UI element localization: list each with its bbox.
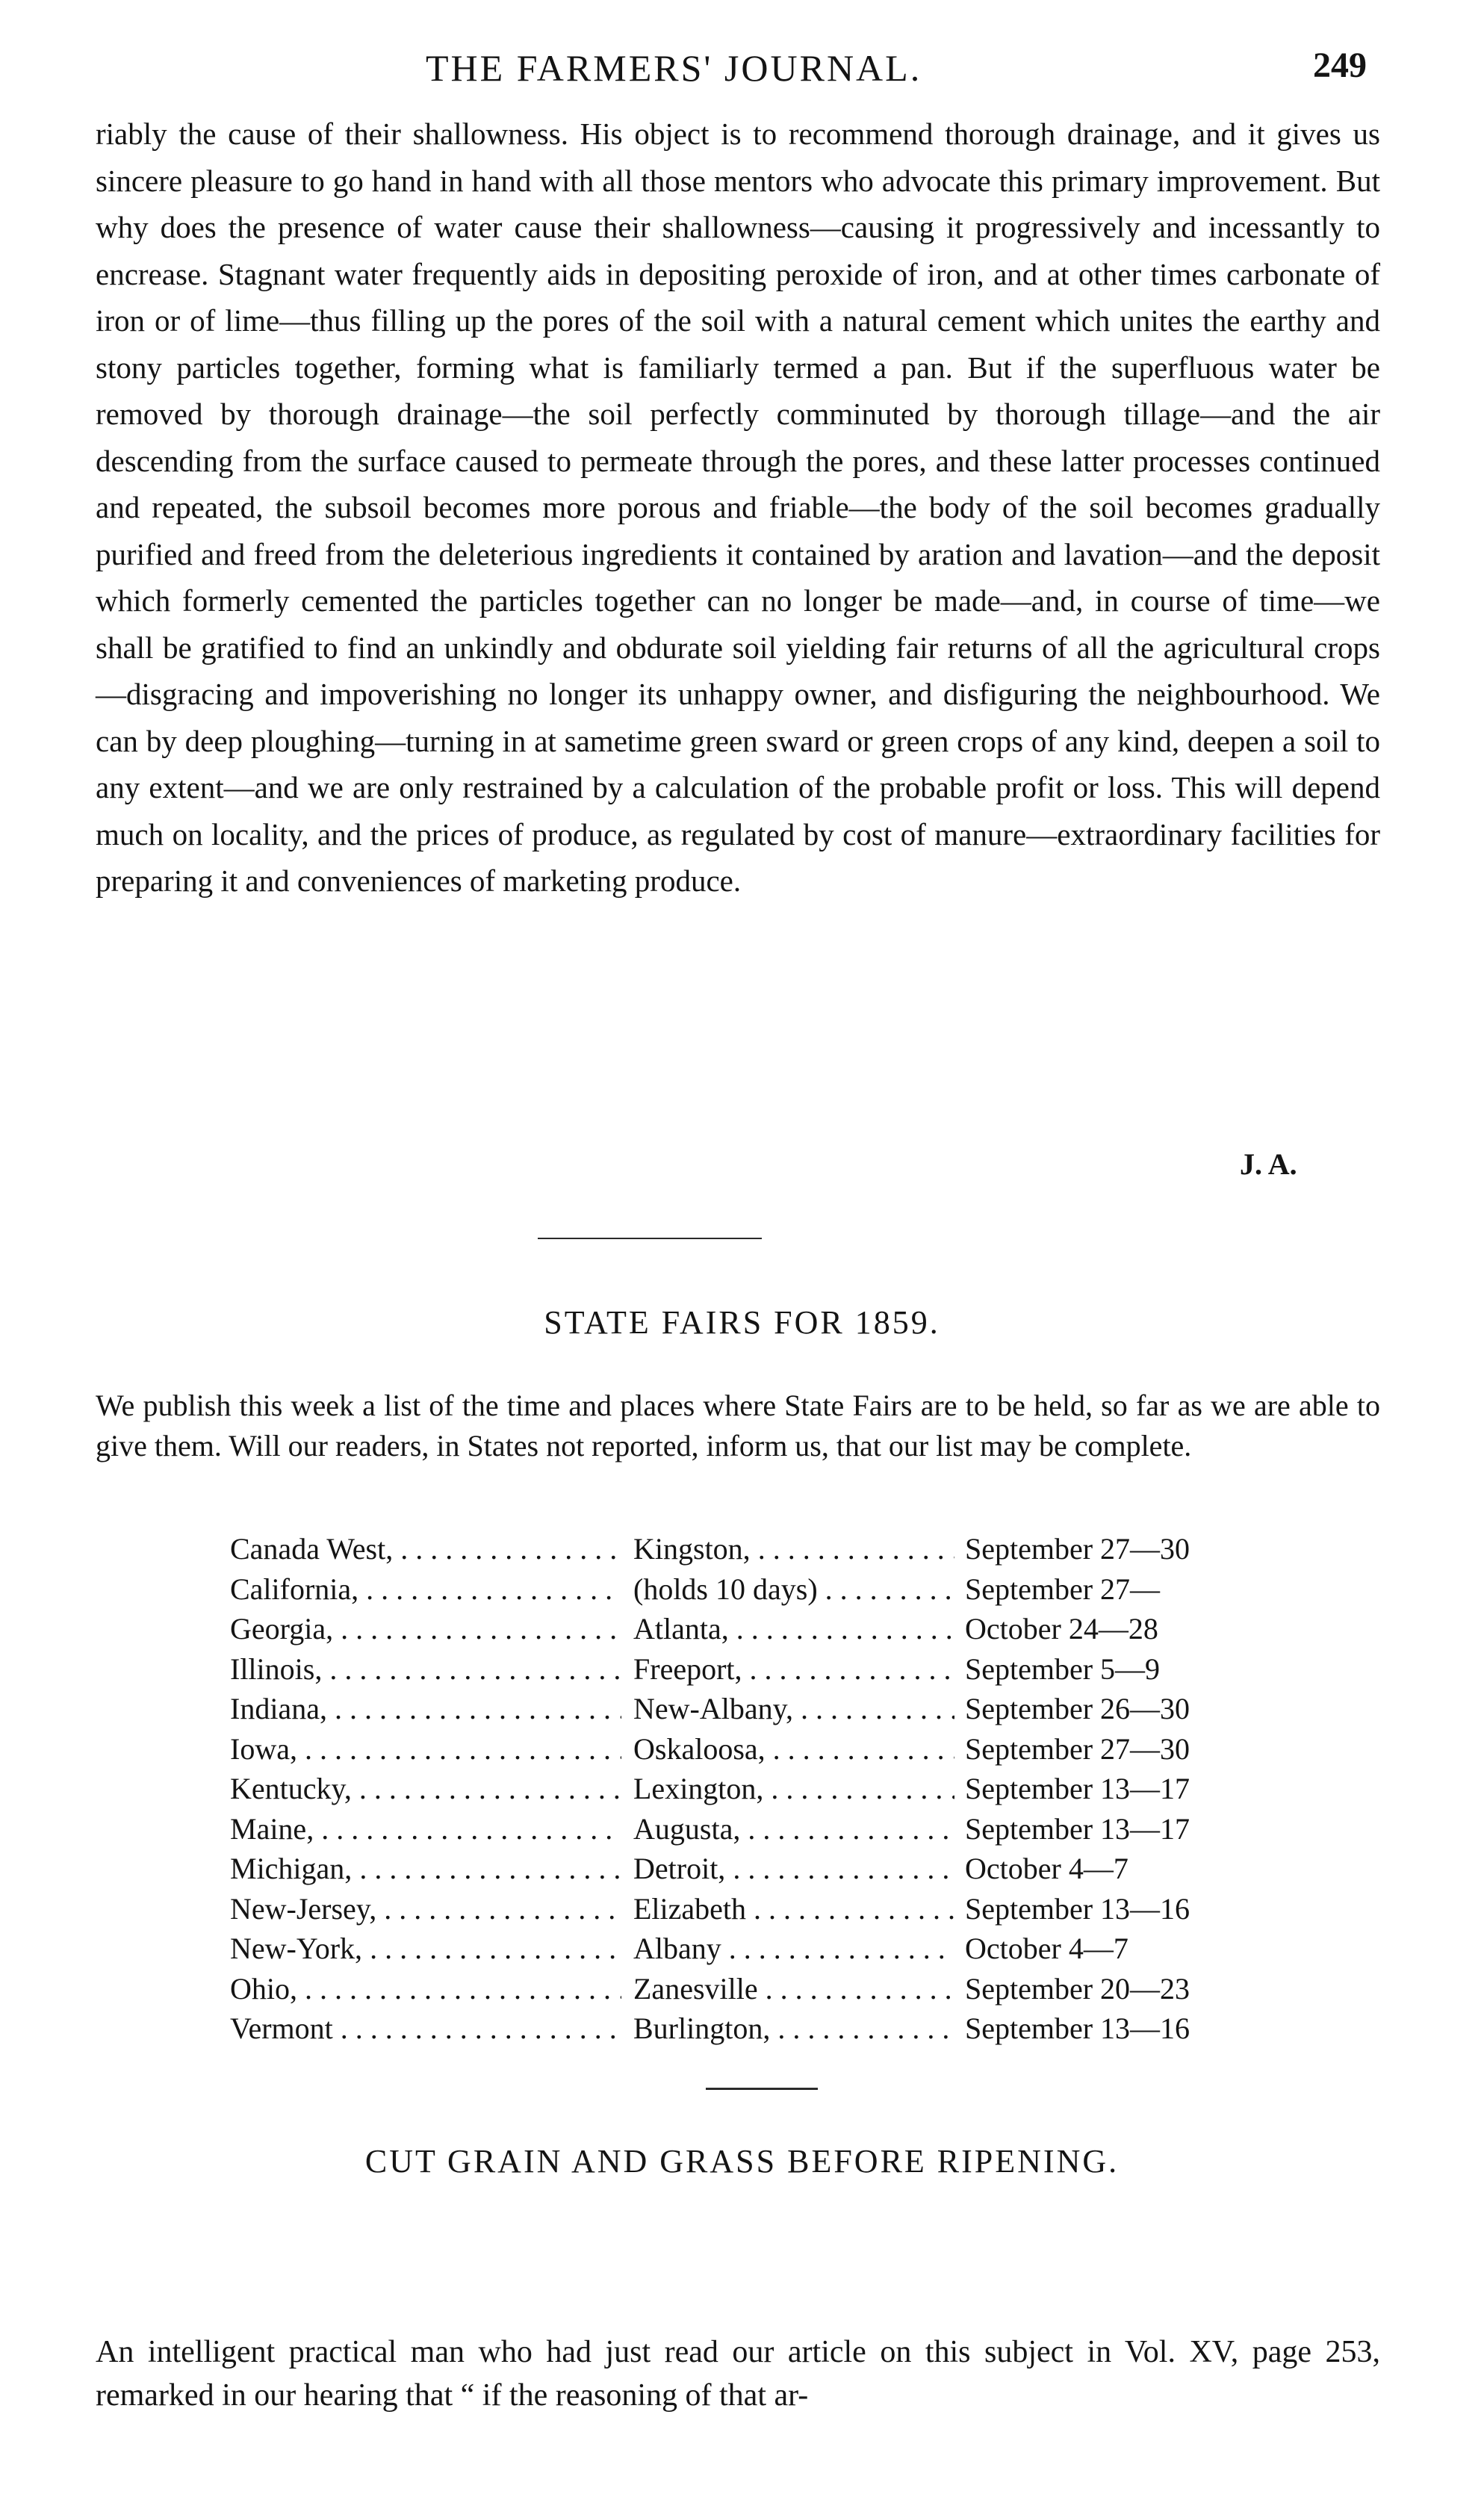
article-continued-body: riably the cause of their shallowness. His object is to recommend thorough drainage, and it gives us sincere pleasure to go hand in hand with all those mentors who advocate this primary improvement. But why does the presence of water cause their shallowness—causing it progressively and incessantly to encrease. Stagnant water frequently aids in depositing peroxide of iron, and at other times carbonate of iron or of lime—thus filling up the pores of the soil with a natural cement which unites the earthy and stony particles together, forming what is familiarly termed a pan. But if the superfluous water be removed by thorough drainage—the soil perfectly comminuted by thorough tillage—and the air descending from the surface caused to permeate through the pores, and these latter processes continued and repeated, the subsoil becomes more porous and friable—the body of the soil becomes gradually purified and freed from the deleterious ingredients it contained by aration and lavation—and the deposit which formerly cemented the particles together can no longer be made—and, in course of time—we shall be gratified to find an unkindly and obdurate soil yielding fair returns of all the agricultural crops—disgracing and impoverishing no longer its unhappy owner, and disfiguring the neighbourhood. We can by deep ploughing—turning in at sametime green sward or green crops of any kind, deepen a soil to any extent—and we are only restrained by a calculation of the probable profit or loss. This will depend much on locality, and the prices of produce, as regulated by cost of manure—extraordinary facilities for preparing it and conveniences of marketing produce.: [96, 117, 1380, 898]
fair-place: Detroit, . . .: [633, 1851, 954, 1886]
fair-row: [230, 1731, 1291, 1772]
fair-place: Kingston, . . .: [633, 1531, 954, 1566]
fair-row: [230, 1771, 1291, 1811]
fair-state: Vermont . . .: [230, 2011, 621, 2046]
fair-place: Zanesville . . .: [633, 1971, 954, 2006]
fair-state: Canada West, . . .: [230, 1531, 621, 1566]
section-divider: [706, 2088, 818, 2090]
fair-state: California, . . .: [230, 1572, 621, 1607]
fair-row: [230, 1651, 1291, 1692]
fair-state: Georgia, . . .: [230, 1611, 621, 1646]
state-fairs-title: STATE FAIRS FOR 1859.: [544, 1304, 940, 1341]
fair-dates: September 26—30: [965, 1692, 1190, 1725]
fair-state: Iowa, . . .: [230, 1731, 621, 1767]
cut-grain-intro: An intelligent practical man who had just read our article on this subject in Vol. XV, page 253, remarked in our hearing that “ if the reasoning of that ar-: [96, 2335, 1380, 2413]
fair-row: [230, 1611, 1291, 1651]
fair-dates: September 27—30: [965, 1532, 1190, 1566]
fair-row: [230, 1811, 1291, 1852]
fair-state: Kentucky, . . .: [230, 1771, 621, 1806]
fair-state: Illinois, . . .: [230, 1651, 621, 1687]
fair-dates: September 13—17: [965, 1772, 1190, 1805]
fair-row: [230, 1691, 1291, 1731]
fair-row: [230, 1572, 1291, 1612]
fair-row: [230, 1971, 1291, 2012]
fair-place: Elizabeth . . .: [633, 1891, 954, 1926]
cut-grain-title: CUT GRAIN AND GRASS BEFORE RIPENING.: [364, 2143, 1120, 2180]
state-fairs-intro: We publish this week a list of the time and places where State Fairs are to be held, so far as we are able to give them. Will our readers, in States not reported, inform us, that our list may be complete.: [96, 1389, 1380, 1463]
state-fairs-list: [230, 1531, 1291, 2051]
fair-dates: September 27—: [965, 1572, 1161, 1606]
fair-state: Ohio, . . .: [230, 1971, 621, 2006]
fair-place: Freeport, . . .: [633, 1651, 954, 1687]
fair-dates: September 27—30: [965, 1731, 1190, 1766]
fair-place: Albany . . .: [633, 1931, 954, 1966]
fair-dates: October 4—7: [965, 1852, 1128, 1885]
fair-row: [230, 1851, 1291, 1891]
fair-row: [230, 1931, 1291, 1971]
running-head: [97, 39, 1367, 99]
journal-title: THE FARMERS' JOURNAL.: [426, 47, 922, 89]
fair-row: [230, 1531, 1291, 1572]
fair-state: Maine, . . .: [230, 1811, 621, 1846]
fair-row: [230, 1891, 1291, 1932]
author-signature: J. A.: [1240, 1147, 1297, 1181]
section-divider: [538, 1238, 762, 1239]
fair-place: Oskaloosa, . . .: [633, 1731, 954, 1767]
fair-dates: September 20—23: [965, 1971, 1190, 2006]
fair-place: Atlanta, . . .: [633, 1611, 954, 1646]
fair-state: Indiana, . . .: [230, 1691, 621, 1726]
fair-place: Burlington, . . .: [633, 2011, 954, 2046]
fair-place: (holds 10 days) . . .: [633, 1572, 954, 1607]
fair-dates: October 24—28: [965, 1612, 1158, 1646]
fair-place: Lexington, . . .: [633, 1771, 954, 1806]
fair-row: [230, 2011, 1291, 2051]
fair-dates: September 5—9: [965, 1651, 1161, 1686]
fair-state: New-Jersey, . . .: [230, 1891, 621, 1926]
fair-state: New-York, . . .: [230, 1931, 621, 1966]
page-number: 249: [1313, 46, 1367, 85]
fair-place: Augusta, . . .: [633, 1811, 954, 1846]
fair-dates: October 4—7: [965, 1932, 1128, 1965]
fair-dates: September 13—16: [965, 2012, 1190, 2045]
fair-state: Michigan, . . .: [230, 1851, 621, 1886]
fair-dates: September 13—17: [965, 1811, 1190, 1846]
fair-place: New-Albany, . . .: [633, 1691, 954, 1726]
fair-dates: September 13—16: [965, 1891, 1190, 1926]
